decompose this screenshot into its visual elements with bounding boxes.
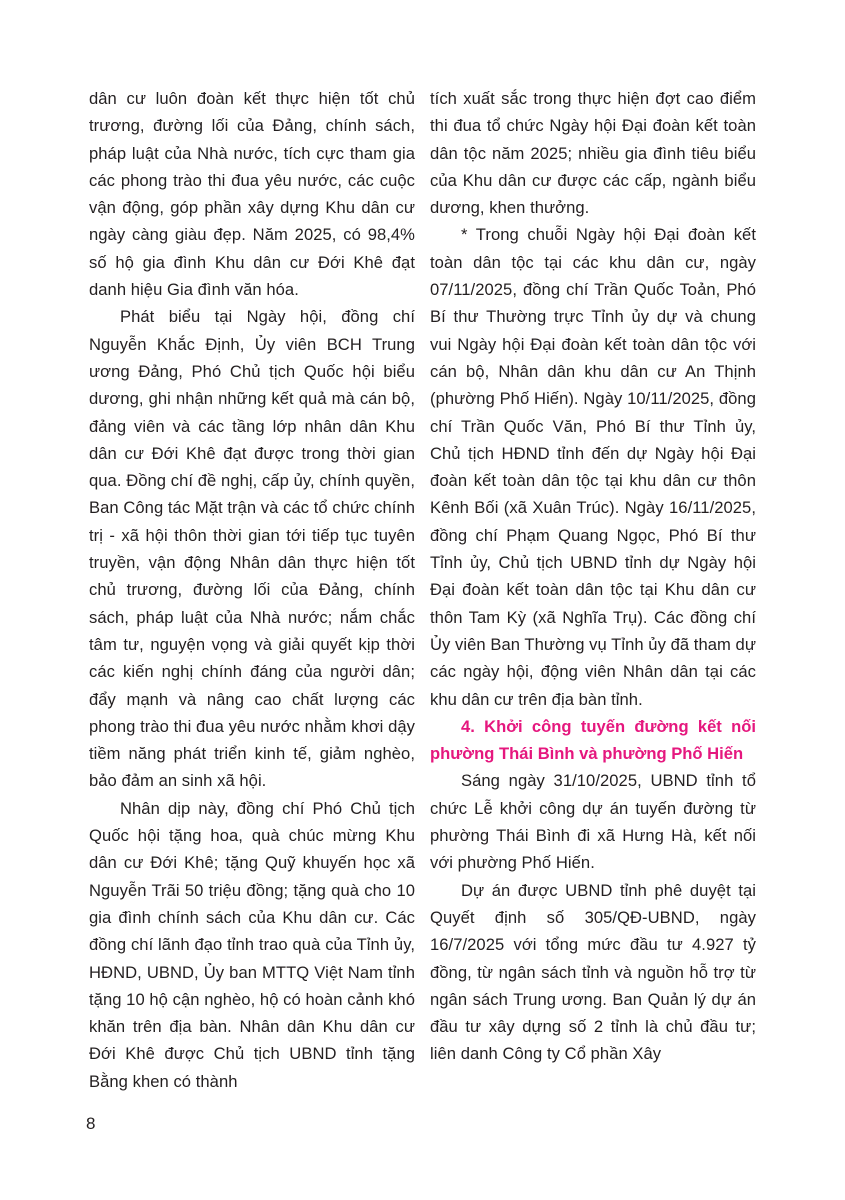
paragraph-festival-series: * Trong chuỗi Ngày hội Đại đoàn kết toàn dân tộc tại các khu dân cư, ngày 07/11/2025, đồng chí Trần Quốc Toản, Phó Bí thư Thường trực Tỉnh ủy dự và chung vui Ngày hội Đại đoàn kết toàn dân tộc với cán bộ, Nhân dân khu dân cư An Thịnh (phường Phố Hiến). Ngày 10/11/2025, đồng chí Trần Quốc Văn, Phó Bí thư Tỉnh ủy, Chủ tịch HĐND tỉnh đến dự Ngày hội Đại đoàn kết toàn dân tộc tại khu dân cư thôn Kênh Bối (xã Xuân Trúc). Ngày 16/11/2025, đồng chí Phạm Quang Ngọc, Phó Bí thư Tỉnh ủy, Chủ tịch UBND tỉnh dự Ngày hội Đại đoàn kết toàn dân tộc tại Khu dân cư thôn Tam Kỳ (xã Nghĩa Trụ). Các đồng chí Ủy viên Ban Thường vụ Tỉnh ủy đã tham dự các ngày hội, động viên Nhân dân tại các khu dân cư trên địa bàn tỉnh. — [430, 225, 756, 709]
paragraph-awards: tích xuất sắc trong thực hiện đợt cao điểm thi đua tổ chức Ngày hội Đại đoàn kết toàn dân tộc năm 2025; nhiều gia đình tiêu biểu của Khu dân cư được các cấp, ngành biểu dương, khen thưởng. — [430, 89, 756, 218]
left-column — [89, 85, 415, 1095]
page-number: 8 — [86, 1114, 96, 1133]
section-heading: 4. Khởi công tuyến đường kết nối phường Thái Bình và phường Phố Hiến — [430, 716, 756, 764]
paragraph-gifts: Nhân dịp này, đồng chí Phó Chủ tịch Quốc hội tặng hoa, quà chúc mừng Khu dân cư Đới Khê; tặng Quỹ khuyến học xã Nguyễn Trãi 50 triệu đồng; tặng quà cho 10 gia đình chính sách của Khu dân cư. Các đồng chí lãnh đạo tỉnh trao quà của Tỉnh ủy, HĐND, UBND, Ủy ban MTTQ Việt Nam tỉnh tặng 10 hộ cận nghèo, hộ có hoàn cảnh khó khăn trên địa bàn. Nhân dân Khu dân cư Đới Khê được Chủ tịch UBND tỉnh tặng Bằng khen có thành — [89, 798, 415, 1091]
paragraph-continuation: dân cư luôn đoàn kết thực hiện tốt chủ trương, đường lối của Đảng, chính sách, pháp luật của Nhà nước, tích cực tham gia các phong trào thi đua yêu nước, các cuộc vận động, góp phần xây dựng Khu dân cư ngày càng giàu đẹp. Năm 2025, có 98,4% số hộ gia đình Khu dân cư Đới Khê đạt danh hiệu Gia đình văn hóa. — [89, 89, 415, 300]
paragraph-project-approval: Dự án được UBND tỉnh phê duyệt tại Quyết định số 305/QĐ-UBND, ngày 16/7/2025 với tổng mức đầu tư 4.927 tỷ đồng, từ ngân sách tỉnh và nguồn hỗ trợ từ ngân sách Trung ương. Ban Quản lý dự án đầu tư xây dựng số 2 tỉnh là chủ đầu tư; liên danh Công ty Cổ phần Xây — [430, 880, 756, 1064]
paragraph-groundbreaking: Sáng ngày 31/10/2025, UBND tỉnh tổ chức Lễ khởi công dự án tuyến đường từ phường Thái Bình đi xã Hưng Hà, kết nối với phường Phố Hiến. — [430, 771, 756, 873]
right-column — [430, 85, 756, 1068]
paragraph-speech: Phát biểu tại Ngày hội, đồng chí Nguyễn Khắc Định, Ủy viên BCH Trung ương Đảng, Phó Chủ tịch Quốc hội biểu dương, ghi nhận những kết quả mà cán bộ, đảng viên và các tầng lớp nhân dân Khu dân cư Đới Khê đạt được trong thời gian qua. Đồng chí đề nghị, cấp ủy, chính quyền, Ban Công tác Mặt trận và các tổ chức chính trị - xã hội thôn thời gian tới tiếp tục tuyên truyền, vận động Nhân dân thực hiện tốt chủ trương, đường lối của Đảng, chính sách, pháp luật của Nhà nước; nắm chắc tâm tư, nguyện vọng và giải quyết kịp thời các kiến nghị chính đáng của người dân; đẩy mạnh và nâng cao chất lượng các phong trào thi đua yêu nước nhằm khơi dậy tiềm năng phát triển kinh tế, giảm nghèo, bảo đảm an sinh xã hội. — [89, 307, 415, 791]
